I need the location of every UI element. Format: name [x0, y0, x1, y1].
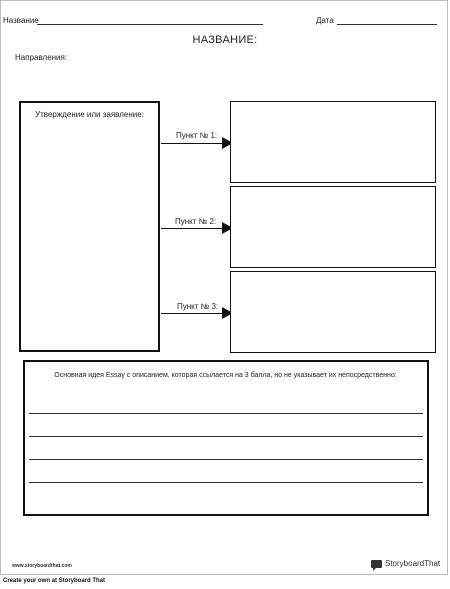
claim-label: Утверждение или заявление:: [35, 110, 144, 119]
writing-line-4[interactable]: [29, 482, 423, 483]
writing-line-3[interactable]: [29, 459, 423, 460]
point-2-arrow: [161, 228, 223, 229]
date-line[interactable]: [337, 24, 437, 25]
point-3-box[interactable]: [230, 271, 436, 353]
point-1-box[interactable]: [230, 101, 436, 183]
point-1-label: Пункт № 1:: [176, 131, 218, 140]
credit-link[interactable]: Create your own at Storyboard That: [3, 578, 106, 584]
point-2-box[interactable]: [230, 186, 436, 268]
name-label: Название: [3, 16, 39, 25]
point-2-label: Пункт № 2:: [175, 217, 217, 226]
main-idea-box[interactable]: [23, 360, 429, 516]
point-1-arrow: [161, 143, 223, 144]
writing-line-2[interactable]: [29, 436, 423, 437]
point-3-label: Пункт № 3:: [177, 302, 219, 311]
directions-label: Направления:: [15, 53, 68, 62]
point-3-arrow: [161, 313, 223, 314]
brand-label: StoryboardThat: [385, 559, 441, 568]
main-idea-prompt: Основная идея Essay с описанием, которая ссылается на 3 балла, но не указывает их непосредственно:: [54, 372, 397, 379]
claim-box[interactable]: [19, 101, 160, 352]
website-label: www.storyboardthat.com: [12, 563, 72, 569]
storyboardthat-logo-icon: [371, 560, 382, 568]
writing-line-1[interactable]: [29, 413, 423, 414]
page-title: НАЗВАНИЕ:: [192, 34, 258, 46]
name-line[interactable]: [37, 24, 263, 25]
date-label: Дата: [316, 16, 334, 25]
